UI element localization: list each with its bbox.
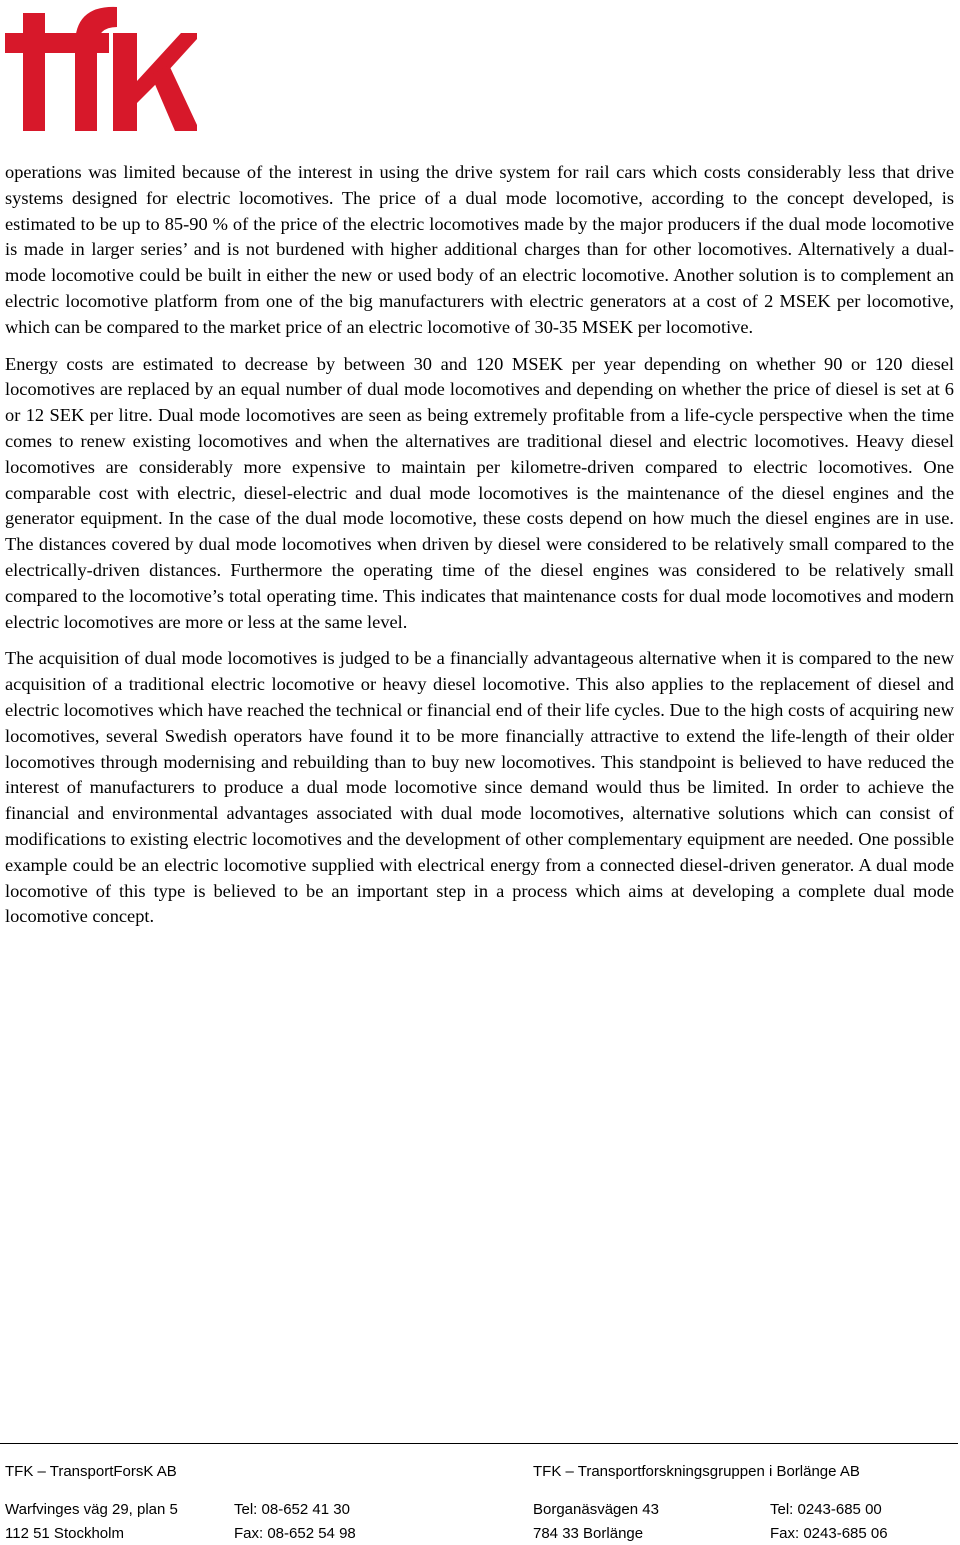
footer-right-tel: Tel: 0243-685 00 [770,1501,882,1518]
footer-right-street: Borganäsvägen 43 [533,1501,659,1518]
paragraph-2: Energy costs are estimated to decrease by between 30 and 120 MSEK per year depending on whether 90 or 120 diesel locomotives are replaced by an equal number of dual mode locomotives and depending on whether the price of diesel is set at 6 or 12 SEK per litre. Dual mode locomotives are seen as being extremely profitable from a life-cycle perspective when the time comes to renew existing locomotives and when the alternatives are traditional diesel and electric locomotives. Heavy diesel locomotives are considerably more expensive to maintain per kilometre-driven compared to electric locomotives. One comparable cost with electric, diesel-electric and dual mode locomotives is the maintenance of the diesel engines and the generator equipment. In the case of the dual mode locomotive, these costs depend on how much the diesel engines are in use. The distances covered by dual mode locomotives when driven by diesel were considered to be relatively small compared to the electrically-driven distances. Furthermore the operating time of the diesel engines was considered to be relatively small compared to the locomotive’s total operating time. This indicates that maintenance costs for dual mode locomotives and modern electric locomotives are more or less at the same level. [5,353,954,632]
footer-left-city: 112 51 Stockholm [5,1525,124,1542]
footer-left-tel: Tel: 08-652 41 30 [234,1501,350,1518]
footer-right-fax: Fax: 0243-685 06 [770,1525,888,1542]
footer-right-company: TFK – Transportforskningsgruppen i Borlänge AB [533,1463,860,1480]
footer-right-city: 784 33 Borlänge [533,1525,644,1542]
body-text [5,160,954,941]
footer-divider [0,1443,958,1444]
paragraph-1: operations was limited because of the interest in using the drive system for rail cars which costs considerably less that drive systems designed for electric locomotives. The price of a dual mode locomotive, according to the concept developed, is estimated to be up to 85-90 % of the price of the electric locomotives made by the major producers if the dual mode locomotive is made in larger series’ and is not burdened with higher additional charges than for other locomotives. Alternatively a dual-mode locomotive could be built in either the new or used body of an electric locomotive. Another solution is to complement an electric locomotive platform from one of the big manufacturers with electric generators at a cost of 2 MSEK per locomotive, which can be compared to the market price of an electric locomotive of 30-35 MSEK per locomotive. [5,162,954,337]
tfk-logo-mark [5,5,197,135]
paragraph-3: The acquisition of dual mode locomotives is judged to be a financially advantageous alternative when it is compared to the new acquisition of a traditional electric locomotive or heavy diesel locomotive. This also applies to the replacement of diesel and electric locomotives which have reached the technical or financial end of their life cycles. Due to the high costs of acquiring new locomotives, several Swedish operators have found it to be more financially attractive to extend the life-length of their older locomotives through modernising and rebuilding than to buy new locomotives. This standpoint is believed to have reduced the interest of manufacturers to produce a dual mode locomotive since demand would thus be limited. In order to achieve the financial and environmental advantages associated with dual mode locomotives, alternative solutions which can consist of modifications to existing electric locomotives and the development of other complementary equipment are needed. One possible example could be an electric locomotive supplied with electrical energy from a connected diesel-driven generator. A dual mode locomotive of this type is believed to be an important step in a process which aims at developing a complete dual mode locomotive concept. [5,648,954,927]
footer-left-fax: Fax: 08-652 54 98 [234,1525,356,1542]
footer-left-company: TFK – TransportForsK AB [5,1463,177,1480]
tfk-logo [5,5,197,135]
footer-left-street: Warfvinges väg 29, plan 5 [5,1501,178,1518]
